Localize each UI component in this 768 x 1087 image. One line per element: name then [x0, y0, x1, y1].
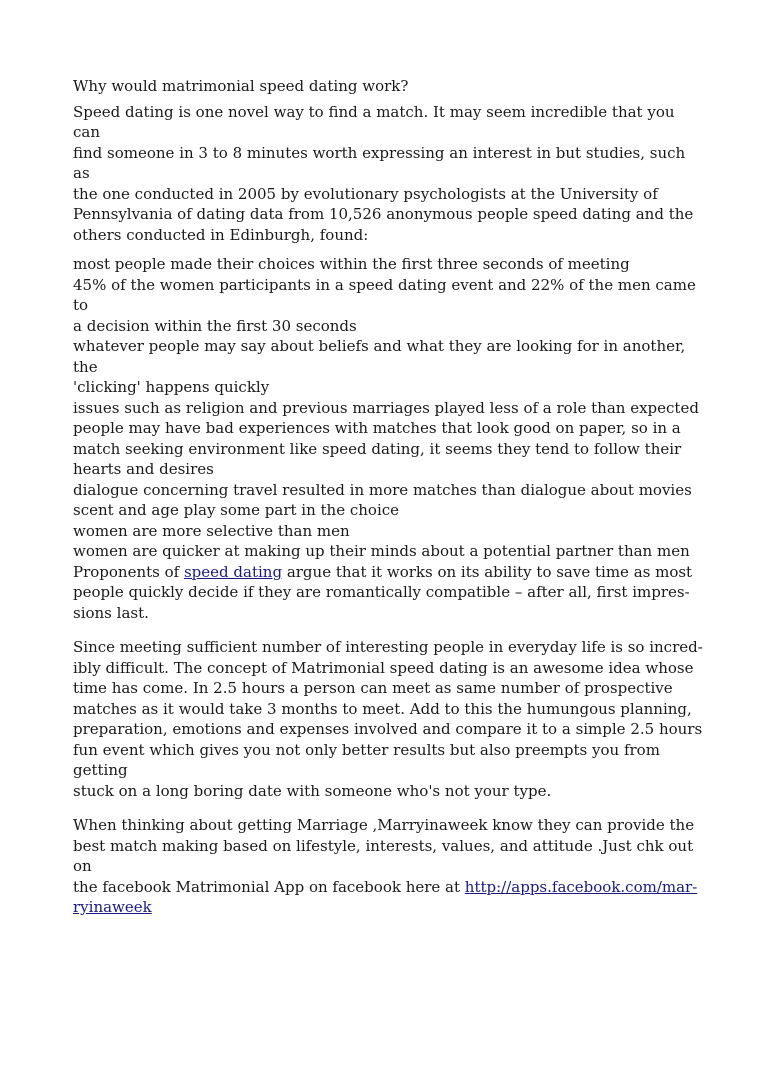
paragraph-text: fun event which gives you not only better results but also preempts you from getting [73, 740, 660, 779]
document-body [73, 76, 703, 918]
list-item-text: 'clicking' happens quickly [73, 378, 270, 396]
paragraph-text: sions last. [73, 603, 149, 622]
paragraph-text: Since meeting sufficient number of interesting people in everyday life is so incred- [73, 638, 703, 656]
list-item [73, 521, 703, 542]
paragraph-text: time has come. In 2.5 hours a person can meet as same number of prospective [73, 679, 673, 697]
list-item-text: women are quicker at making up their minds about a potential partner than men [73, 542, 690, 560]
list-item [73, 275, 703, 337]
list-item [73, 500, 703, 521]
list-item-text: scent and age play some part in the choice [73, 501, 400, 519]
intro-line: Speed dating is one novel way to find a match. It may seem incredible that you can [73, 102, 675, 141]
list-item-text: whatever people may say about beliefs and what they are looking for in another, the [73, 337, 686, 376]
list-item [73, 254, 703, 275]
list-item-text: women are more selective than men [73, 521, 350, 540]
benefits-paragraph [73, 637, 703, 801]
marryinaweek-paragraph [73, 815, 703, 918]
paragraph-text: people quickly decide if they are romantically compatible – after all, first impres- [73, 583, 690, 601]
intro-paragraph [73, 102, 703, 246]
paragraph-text: best match making based on lifestyle, interests, values, and attitude .Just chk out on [73, 836, 694, 875]
findings-list [73, 254, 703, 562]
list-item [73, 398, 703, 419]
list-item [73, 541, 703, 562]
paragraph-text: Proponents of [73, 562, 184, 581]
list-item-text: issues such as religion and previous marriages played less of a role than expected [73, 398, 699, 417]
list-item-text: dialogue concerning travel resulted in more matches than dialogue about movies [73, 480, 692, 499]
paragraph-text: the facebook Matrimonial App on facebook here at [73, 877, 465, 896]
list-item [73, 480, 703, 501]
intro-line: others conducted in Edinburgh, found: [73, 225, 369, 244]
list-item [73, 336, 703, 398]
list-item-text: most people made their choices within the first three seconds of meeting [73, 255, 630, 273]
link-text: ryinaweek [73, 898, 152, 916]
list-item-text: match seeking environment like speed dating, it seems they tend to follow their [73, 439, 682, 458]
speed-dating-link[interactable]: speed dating [183, 562, 283, 581]
list-item [73, 418, 703, 480]
list-item-text: a decision within the first 30 seconds [73, 316, 357, 335]
link-text: http://apps.facebook.com/mar- [464, 877, 698, 896]
intro-line: the one conducted in 2005 by evolutionary psychologists at the University of [73, 184, 658, 203]
intro-line: find someone in 3 to 8 minutes worth expressing an interest in but studies, such as [73, 143, 686, 182]
paragraph-text: matches as it would take 3 months to meet. Add to this the humungous planning, [73, 699, 692, 718]
list-item-text: people may have bad experiences with matches that look good on paper, so in a [73, 419, 681, 437]
document-title: Why would matrimonial speed dating work? [73, 77, 409, 95]
paragraph-text: ibly difficult. The concept of Matrimonial speed dating is an awesome idea whose [73, 658, 694, 677]
proponents-paragraph [73, 562, 703, 624]
list-item-text: 45% of the women participants in a speed dating event and 22% of the men came to [73, 275, 696, 314]
paragraph-text: stuck on a long boring date with someone who's not your type. [73, 781, 552, 800]
intro-line: Pennsylvania of dating data from 10,526 anonymous people speed dating and the [73, 205, 694, 223]
paragraph-text: When thinking about getting Marriage ,Marryinaweek know they can provide the [73, 816, 695, 834]
paragraph-text: preparation, emotions and expenses involved and compare it to a simple 2.5 hours [73, 720, 703, 738]
list-item-text: hearts and desires [73, 460, 214, 478]
paragraph-text: argue that it works on its ability to save time as most [282, 562, 693, 581]
